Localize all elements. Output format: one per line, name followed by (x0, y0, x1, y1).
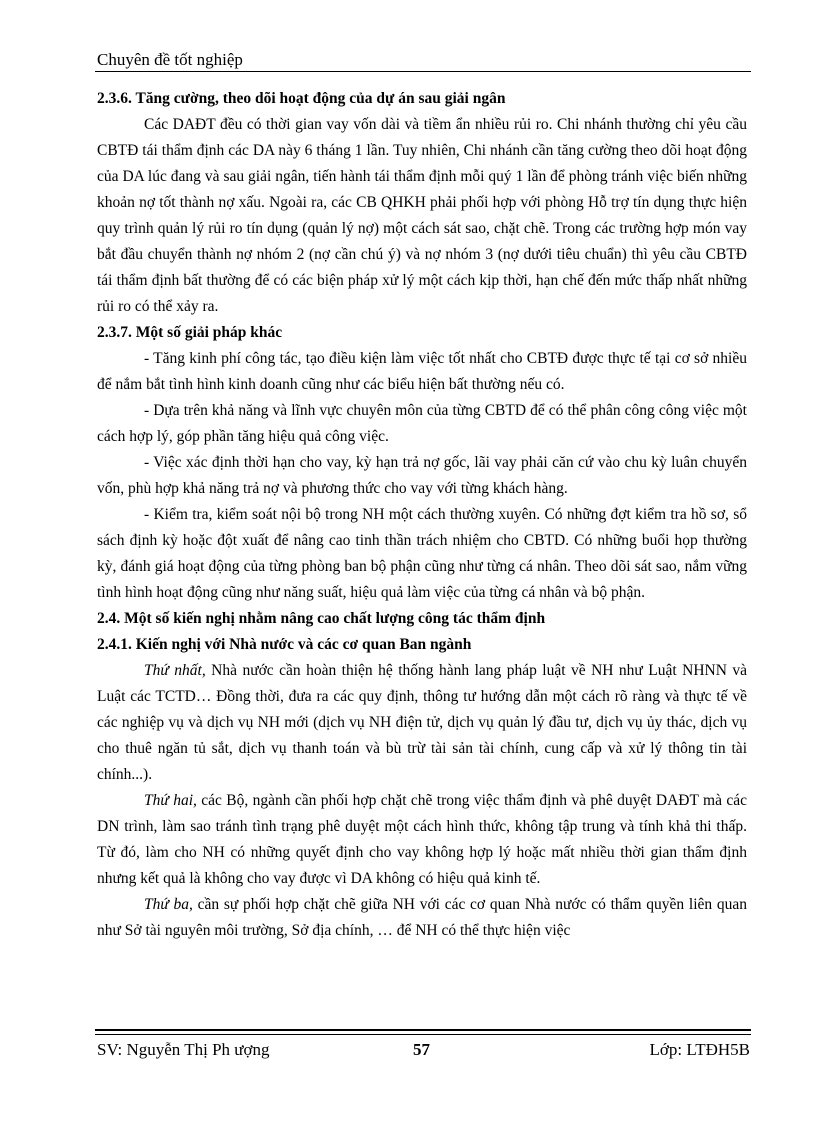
list-item: - Kiểm tra, kiểm soát nội bộ trong NH một cách thường xuyên. Có những đợt kiểm tra hồ sơ, sổ sách định kỳ hoặc đột xuất để nâng cao tinh thần trách nhiệm cho CBTD. Có những buổi họp thường kỳ, đánh giá hoạt động của từng phòng ban bộ phận cũng như từng cá nhân. Theo dõi sát sao, nắm vững tình hình hoạt động cũng như năng suất, hiệu quả làm việc của từng cá nhân và bộ phận. (97, 506, 747, 601)
footer-rule-thick (95, 1029, 751, 1031)
footer-student-name: SV: Nguyễn Thị Ph ượng (97, 1040, 270, 1059)
paragraph-text: các Bộ, ngành cần phối hợp chặt chẽ trong việc thẩm định và phê duyệt DAĐT mà các DN trình, làm sao tránh tình trạng phê duyệt một cách hình thức, không tập trung và tính khả thi thấp. Từ đó, làm cho NH có những quyết định cho vay không hợp lý hoặc mất nhiều thời gian thẩm định nhưng kết quả là không cho vay được vì DA không có hiệu quả kinh tế. (97, 792, 747, 887)
paragraph-first (97, 658, 747, 788)
paragraph-lead: Thứ hai, (144, 792, 197, 809)
heading-2-4-1: 2.4.1. Kiến nghị với Nhà nước và các cơ quan Ban ngành (97, 636, 472, 653)
document-body (97, 86, 747, 944)
list-item: - Việc xác định thời hạn cho vay, kỳ hạn trả nợ gốc, lãi vay phải căn cứ vào chu kỳ luân chuyển vốn, phù hợp khả năng trả nợ và phương thức cho vay với từng khách hàng. (97, 454, 747, 497)
paragraph-2-3-6: Các DAĐT đều có thời gian vay vốn dài và tiềm ẩn nhiều rủi ro. Chi nhánh thường chỉ yêu cầu CBTĐ tái thẩm định các DA này 6 tháng 1 lần. Tuy nhiên, Chi nhánh cần tăng cường theo dõi hoạt động của DA lúc đang và sau giải ngân, tiến hành tái thẩm định mỗi quý 1 lần để phòng tránh việc biến những khoản nợ tốt thành nợ xấu. Ngoài ra, các CB QHKH phải phối hợp với phòng Hỗ trợ tín dụng thực hiện quy trình quản lý rủi ro tín dụng (quản lý nợ) một cách sát sao, chặt chẽ. Trong các trường hợp món vay bắt đầu chuyển thành nợ nhóm 2 (nợ cần chú ý) và nợ nhóm 3 (nợ dưới tiêu chuẩn) thì yêu cầu CBTĐ tái thẩm định bất thường để có các biện pháp xử lý một cách kịp thời, hạn chế đến mức thấp nhất những rủi ro có thể xảy ra. (97, 116, 747, 315)
header-rule (95, 71, 751, 72)
footer-rule-thin (95, 1034, 751, 1035)
paragraph-text: cần sự phối hợp chặt chẽ giữa NH với các cơ quan Nhà nước có thẩm quyền liên quan như Sở tài nguyên môi trường, Sở địa chính, … để NH có thể thực hiện việc (97, 896, 747, 939)
list-item: - Tăng kinh phí công tác, tạo điều kiện làm việc tốt nhất cho CBTĐ được thực tế tại cơ sở nhiều để nắm bắt tình hình kinh doanh cũng như các biểu hiện bất thường nếu có. (97, 350, 747, 393)
paragraph-second (97, 788, 747, 892)
footer-class: Lớp: LTĐH5B (649, 1040, 750, 1059)
header-title: Chuyên đề tốt nghiệp (97, 50, 243, 69)
paragraph-text: Nhà nước cần hoàn thiện hệ thống hành lang pháp luật về NH như Luật NHNN và Luật các TCTD… Đồng thời, đưa ra các quy định, thông tư hướng dẫn một cách rõ ràng và thực tế về các nghiệp vụ và dịch vụ NH mới (dịch vụ NH điện tử, dịch vụ quản lý đầu tư, dịch vụ ủy thác, dịch vụ cho thuê ngăn tủ sắt, dịch vụ thanh toán và bù trừ tài sản tài chính, cung cấp và xử lý thông tin tài chính...). (97, 662, 747, 783)
heading-2-3-7: 2.3.7. Một số giải pháp khác (97, 324, 283, 341)
paragraph-lead: Thứ ba, (144, 896, 193, 913)
footer-page-number: 57 (413, 1040, 430, 1059)
list-item: - Dựa trên khả năng và lĩnh vực chuyên môn của từng CBTD để có thể phân công công việc một cách hợp lý, góp phần tăng hiệu quả công việc. (97, 402, 747, 445)
heading-2-3-6: 2.3.6. Tăng cường, theo dõi hoạt động của dự án sau giải ngân (97, 90, 506, 107)
paragraph-lead: Thứ nhất, (144, 662, 206, 679)
paragraph-third (97, 892, 747, 944)
heading-2-4: 2.4. Một số kiến nghị nhằm nâng cao chất lượng công tác thẩm định (97, 610, 546, 627)
